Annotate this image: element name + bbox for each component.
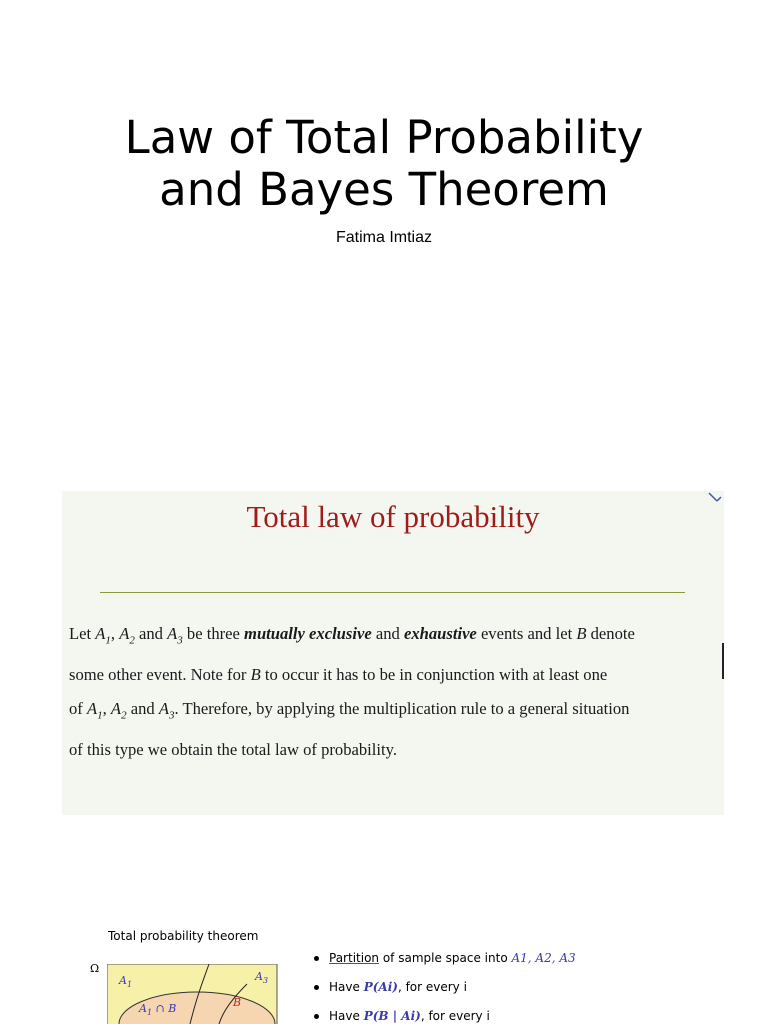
edge-marker <box>722 643 724 679</box>
omega-symbol: Ω <box>90 962 100 975</box>
label-a1: $A_1$ <box>119 974 133 989</box>
title-line-2: and Bayes Theorem <box>159 163 609 216</box>
slide-total-law <box>62 491 724 815</box>
slide3-heading: Total probability theorem <box>108 929 259 943</box>
heading-divider <box>100 592 685 593</box>
slide-total-probability-theorem <box>90 920 768 1024</box>
body-line-4: of this type we obtain the total law of probability. <box>69 740 397 760</box>
bullet-dot <box>314 956 319 961</box>
bullet-partition: Partition of sample space into A1, A2, A3 <box>314 951 576 980</box>
body-line-1: Let $A_1$, $A_2$ and $A_3$ be three mutually exclusive and exhaustive events and let B denote <box>69 624 635 647</box>
slide-body-text <box>69 617 719 768</box>
body-line-3: of $A_1$, $A_2$ and $A_3$. Therefore, by applying the multiplication rule to a general situation <box>69 699 630 722</box>
bullet-dot <box>314 985 319 990</box>
label-a1-cap-b: $A_1$ ∩ B <box>139 1002 177 1017</box>
slide-heading: Total law of probability <box>246 499 540 534</box>
label-a3: $A_3$ <box>255 970 269 985</box>
author-name: Fatima Imtiaz <box>335 229 432 246</box>
title-line-1: Law of Total Probability <box>124 111 644 164</box>
theorem-bullets <box>314 951 576 1024</box>
label-b: B <box>233 996 242 1009</box>
venn-diagram <box>107 964 287 1024</box>
bullet-prob-b-given-ai: Have P(B | Ai), for every i <box>314 1009 576 1024</box>
bullet-dot <box>314 1014 319 1019</box>
bullet-prob-ai: Have P(Ai), for every i <box>314 980 576 1009</box>
title-block <box>0 112 768 216</box>
body-line-2: some other event. Note for B to occur it has to be in conjunction with at least one <box>69 664 608 684</box>
